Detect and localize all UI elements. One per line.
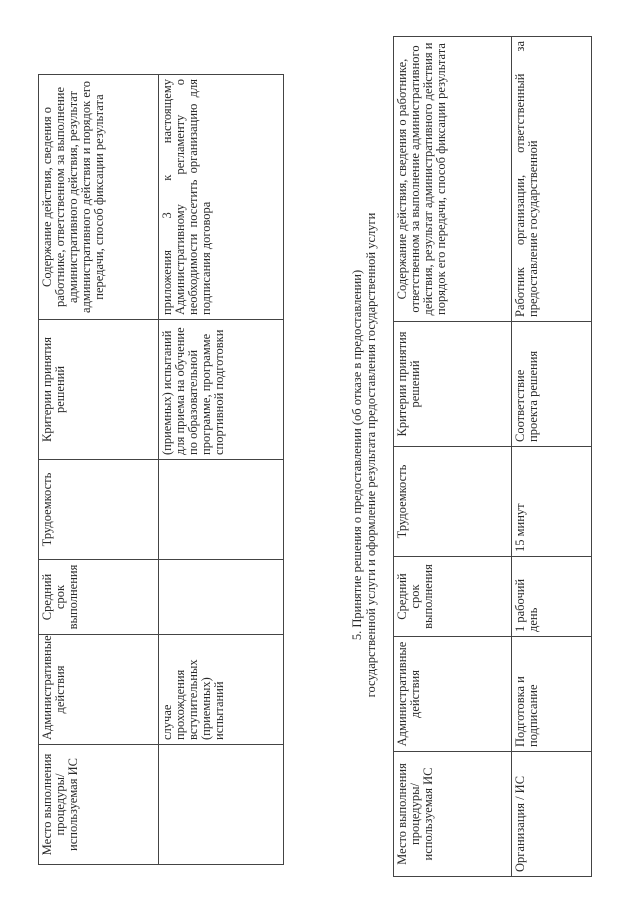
cell-actions: случае прохождения вступительных (приемных) испытаний — [159, 635, 284, 745]
cell-content: приложения 3 к настоящему Административному регламенту о необходимости посетить организацию для подписания договора — [159, 75, 284, 320]
cell-duration — [159, 560, 284, 635]
header-duration: Средний срок выполнения — [394, 557, 512, 637]
header-criteria: Критерии принятия решений — [39, 320, 159, 460]
section-heading — [350, 35, 378, 875]
header-place: Место выполнения процедуры/используемая ИС — [39, 745, 159, 865]
table-row — [512, 37, 592, 877]
cell-criteria: Соответствие проекта решения — [512, 322, 592, 447]
header-content: Содержание действия, сведения о работнике, ответственном за выполнение административного действия, результат административного действия и порядок его передачи, способ фиксации результата — [394, 37, 512, 322]
cell-labor: 15 минут — [512, 447, 592, 557]
cell-place: Организация / ИС — [512, 752, 592, 877]
table-row — [159, 75, 284, 865]
header-labor: Трудоемкость — [39, 460, 159, 560]
cell-criteria: (приемных) испытаний для приема на обучение по образовательной программе, программе спортивной подготовки — [159, 320, 284, 460]
header-actions: Административные действия — [394, 637, 512, 752]
table-header-row — [39, 75, 159, 865]
table-header-row — [394, 37, 512, 877]
header-actions: Административные действия — [39, 635, 159, 745]
cell-content: Работник организации, ответственный за предоставление государственной — [512, 37, 592, 322]
cell-labor — [159, 460, 284, 560]
cell-place — [159, 745, 284, 865]
cell-duration: 1 рабочий день — [512, 557, 592, 637]
section-heading-line1: 5. Принятие решения о предоставлении (об отказе в предоставлении) — [350, 269, 364, 641]
cell-actions: Подготовка и подписание — [512, 637, 592, 752]
header-criteria: Критерии принятия решений — [394, 322, 512, 447]
section-heading-line2: государственной услуги и оформление результата предоставления государственной услуги — [364, 212, 378, 698]
table-procedures-continued — [38, 74, 284, 865]
header-place: Место выполнения процедуры/используемая ИС — [394, 752, 512, 877]
header-duration: Средний срок выполнения — [39, 560, 159, 635]
header-labor: Трудоемкость — [394, 447, 512, 557]
header-content: Содержание действия, сведения о работнике, ответственном за выполнение административного действия, результат административного действия и порядок его передачи, способ фиксации результата — [39, 75, 159, 320]
table-decision — [393, 36, 592, 877]
